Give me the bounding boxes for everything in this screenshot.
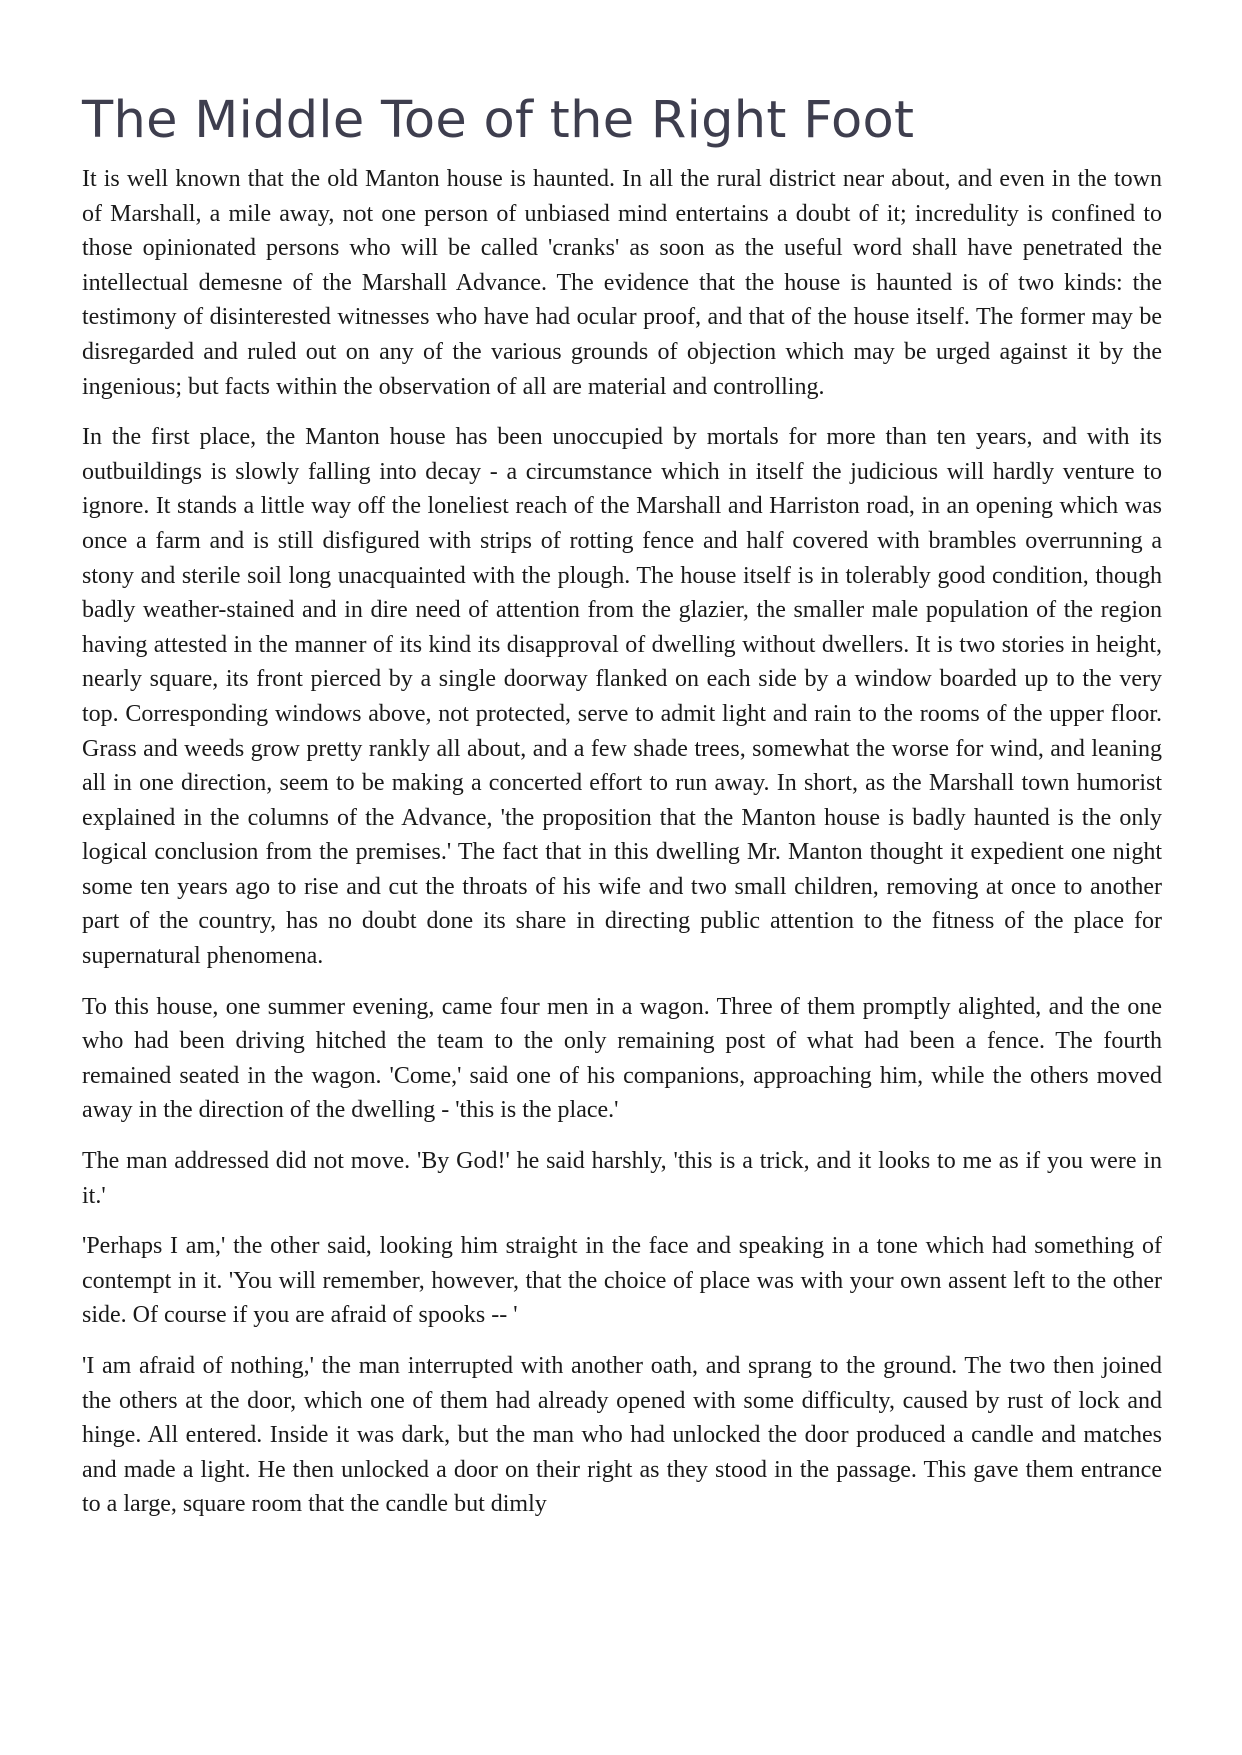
paragraph-6: 'I am afraid of nothing,' the man interrupted with another oath, and sprang to the ground. The two then joined the others at the door, which one of them had already opened with some difficulty, caused by rust of lock and hinge. All entered. Inside it was dark, but the man who had unlocked the door produced a candle and matches and made a light. He then unlocked a door on their right as they stood in the passage. This gave them entrance to a large, square room that the candle but dimly [82,1353,1162,1518]
paragraph-4: The man addressed did not move. 'By God!' he said harshly, 'this is a trick, and it looks to me as if you were in it.' [82,1148,1162,1209]
paragraph-2: In the first place, the Manton house has been unoccupied by mortals for more than ten years, and with its outbuildings is slowly falling into decay - a circumstance which in itself the judicious will hardly venture to ignore. It stands a little way off the loneliest reach of the Marshall and Harriston road, in an opening which was once a farm and is still disfigured with strips of rotting fence and half covered with brambles overrunning a stony and sterile soil long unacquainted with the plough. The house itself is in tolerably good condition, though badly weather-stained and in dire need of attention from the glazier, the smaller male population of the region having attested in the manner of its kind its disapproval of dwelling without dwellers. It is two stories in height, nearly square, its front pierced by a single doorway flanked on each side by a window boarded up to the very top. Corresponding windows above, not protected, serve to admit light and rain to the rooms of the upper floor. Grass and weeds grow pretty rankly all about, and a few shade trees, somewhat the worse for wind, and leaning all in one direction, seem to be making a concerted effort to run away. In short, as the Marshall town humorist explained in the columns of the Advance, 'the proposition that the Manton house is badly haunted is the only logical conclusion from the premises.' The fact that in this dwelling Mr. Manton thought it expedient one night some ten years ago to rise and cut the throats of his wife and two small children, removing at once to another part of the country, has no doubt done its share in directing public attention to the fitness of the place for supernatural phenomena. [82,424,1162,970]
paragraph-3: To this house, one summer evening, came four men in a wagon. Three of them promptly alighted, and the one who had been driving hitched the team to the only remaining post of what had been a fence. The fourth remained seated in the wagon. 'Come,' said one of his companions, approaching him, while the others moved away in the direction of the dwelling - 'this is the place.' [82,993,1162,1124]
paragraph-1: It is well known that the old Manton house is haunted. In all the rural district near about, and even in the town of Marshall, a mile away, not one person of unbiased mind entertains a doubt of it; incredulity is confined to those opinionated persons who will be called 'cranks' as soon as the useful word shall have penetrated the intellectual demesne of the Marshall Advance. The evidence that the house is haunted is of two kinds: the testimony of disinterested witnesses who have had ocular proof, and that of the house itself. The former may be disregarded and ruled out on any of the various grounds of objection which may be urged against it by the ingenious; but facts within the observation of all are material and controlling. [82,166,1162,400]
document-page [82,90,1162,1538]
document-title: The Middle Toe of the Right Foot [82,91,915,150]
paragraph-5: 'Perhaps I am,' the other said, looking him straight in the face and speaking in a tone which had something of contempt in it. 'You will remember, however, that the choice of place was with your own assent left to the other side. Of course if you are afraid of spooks -- ' [82,1233,1162,1329]
